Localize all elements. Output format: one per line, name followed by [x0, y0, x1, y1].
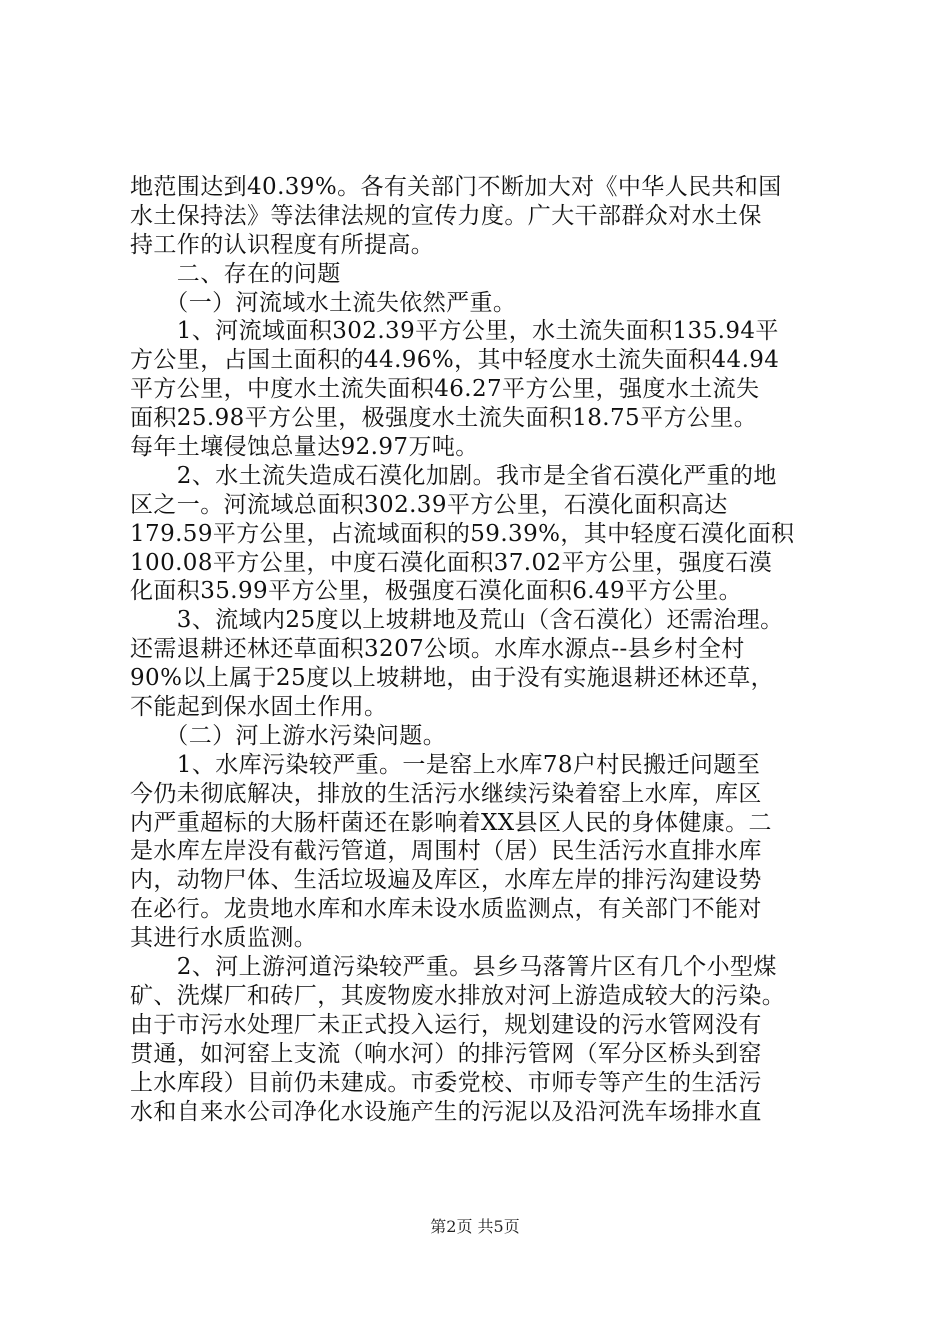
text-line: 持工作的认识程度有所提高。: [130, 231, 435, 258]
text-line: 水和自来水公司净化水设施产生的污泥以及沿河洗车场排水直: [130, 1098, 762, 1125]
text-line: 内，动物尸体、生活垃圾遍及库区，水库左岸的排污沟建设势: [130, 867, 762, 894]
text-line: 还需退耕还林还草面积3207公顷。水库水源点--县乡村全村: [130, 636, 745, 663]
text-line: 上水库段）目前仍未建成。市委党校、市师专等产生的生活污: [130, 1069, 762, 1096]
text-line: 90%以上属于25度以上坡耕地，由于没有实施退耕还林还草，: [130, 665, 774, 692]
text-line: 今仍未彻底解决，排放的生活污水继续污染着窑上水库，库区: [130, 780, 762, 807]
document-body: [130, 173, 835, 1126]
section-heading: 二、存在的问题: [130, 260, 341, 287]
text-line: 1、河流域面积302.39平方公里，水土流失面积135.94平: [130, 318, 779, 345]
text-line: 每年土壤侵蚀总量达92.97万吨。: [130, 434, 479, 461]
text-line: 化面积35.99平方公里，极强度石漠化面积6.49平方公里。: [130, 578, 743, 605]
subsection-heading: （二）河上游水污染问题。: [130, 722, 447, 749]
text-line: 地范围达到40.39%。各有关部门不断加大对《中华人民共和国: [130, 174, 782, 200]
text-line: 1、水库污染较严重。一是窑上水库78户村民搬迁问题至: [130, 751, 761, 778]
text-line: 其进行水质监测。: [130, 925, 318, 952]
text-line: 不能起到保水固土作用。: [130, 694, 388, 721]
text-line: 水土保持法》等法律法规的宣传力度。广大干部群众对水土保: [130, 202, 762, 229]
text-line: 3、流域内25度以上坡耕地及荒山（含石漠化）还需治理。: [130, 607, 784, 634]
text-line: 由于市污水处理厂未正式投入运行，规划建设的污水管网没有: [130, 1011, 762, 1038]
subsection-heading: （一）河流域水土流失依然严重。: [130, 289, 517, 316]
text-line: 方公里，占国土面积的44.96%，其中轻度水土流失面积44.94: [130, 347, 780, 374]
text-line: 2、河上游河道污染较严重。县乡马落箐片区有几个小型煤: [130, 954, 777, 981]
page-number-footer: 第2页 共5页: [430, 1217, 520, 1236]
text-line: 是水库左岸没有截污管道，周围村（居）民生活污水直排水库: [130, 838, 762, 865]
text-line: 内严重超标的大肠杆菌还在影响着XX县区人民的身体健康。二: [130, 809, 772, 836]
text-line: 面积25.98平方公里，极强度水土流失面积18.75平方公里。: [130, 405, 758, 432]
text-line: 100.08平方公里，中度石漠化面积37.02平方公里，强度石漠: [130, 549, 773, 576]
text-line: 2、水土流失造成石漠化加剧。我市是全省石漠化严重的地: [130, 462, 777, 489]
text-line: 区之一。河流域总面积302.39平方公里，石漠化面积高达: [130, 491, 728, 518]
text-line: 贯通，如河窑上支流（响水河）的排污管网（军分区桥头到窑: [130, 1040, 762, 1067]
text-line: 在必行。龙贵地水库和水库未设水质监测点，有关部门不能对: [130, 896, 762, 923]
text-line: 矿、洗煤厂和砖厂，其废物废水排放对河上游造成较大的污染。: [130, 982, 786, 1009]
text-line: 平方公里，中度水土流失面积46.27平方公里，强度水土流失: [130, 376, 760, 403]
text-line: 179.59平方公里，占流域面积的59.39%，其中轻度石漠化面积: [130, 520, 795, 547]
